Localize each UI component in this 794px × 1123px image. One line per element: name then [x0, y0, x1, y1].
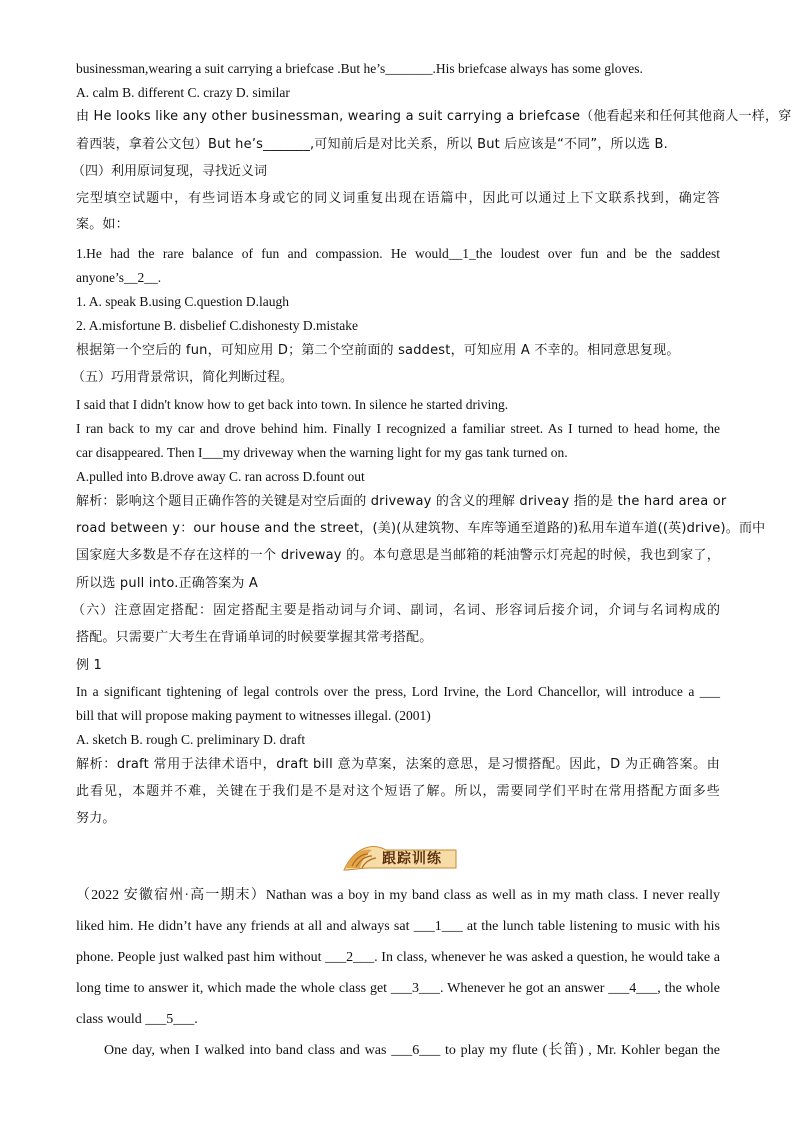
text-line: 着西装，拿着公文包）But he’s_______,可知前后是对比关系，所以 But 后应该是“不同”，所以选 B.	[76, 137, 668, 152]
answer-options: 1. A. speak B.using C.question D.laugh	[76, 294, 289, 309]
example-label: 例 1	[76, 658, 103, 673]
question-line: anyone’s__2__.	[76, 270, 162, 285]
question-line: bill that will propose making payment to witnesses illegal. (2001)	[76, 708, 431, 723]
text-line: businessman,wearing a suit carrying a briefcase .But he’s_______.His briefcase always has some gloves.	[76, 61, 643, 76]
text-line: 由 He looks like any other businessman, wearing a suit carrying a briefcase（他看起来和任何其他商人一样，穿	[76, 109, 792, 124]
section-heading: （六）注意固定搭配：固定搭配主要是指动词与介词、副词，名词、形容词后接介词，介词与名词构成的	[72, 603, 720, 618]
text-line: 国家庭大多数是不存在这样的一个 driveway 的。本句意思是当邮箱的耗油警示灯亮起的时候，我也到家了，	[76, 548, 720, 563]
text-line: I ran back to my car and drove behind him. Finally I recognized a familiar street. As I turned to head home, the	[76, 421, 720, 436]
text-line: 努力。	[76, 811, 116, 826]
text-line: 解析：draft 常用于法律术语中，draft bill 意为草案，法案的意思，是习惯搭配。因此，D 为正确答案。由	[76, 757, 720, 772]
text-line: I said that I didn't know how to get back into town. In silence he started driving.	[76, 397, 509, 412]
passage-line: phone. People just walked past him without ___2___. In class, whenever he was asked a question, he would take a	[76, 950, 720, 965]
passage-line: class would ___5___.	[76, 1012, 198, 1027]
text-line: car disappeared. Then I___my driveway when the warning light for my gas tank turned on.	[76, 445, 568, 460]
section-heading: （四）利用原词复现，寻找近义词	[72, 164, 268, 179]
text-line: 所以选 pull into.正确答案为 A	[76, 576, 259, 591]
text-line: 完型填空试题中，有些词语本身或它的同义词重复出现在语篇中，因此可以通过上下文联系找到，确定答	[76, 191, 720, 206]
answer-options: A. sketch B. rough C. preliminary D. draft	[76, 732, 306, 747]
question-line: 1.He had the rare balance of fun and compassion. He would__1_the loudest over fun and be the saddest	[76, 246, 720, 261]
section-banner-title: 跟踪训练	[382, 851, 442, 867]
answer-options: A. calm B. different C. crazy D. similar	[76, 85, 290, 100]
passage-line: One day, when I walked into band class and was ___6___ to play my flute (长笛) , Mr. Kohler began the	[104, 1043, 720, 1058]
section-heading: （五）巧用背景常识，简化判断过程。	[72, 370, 294, 385]
text-line: 案。如：	[76, 217, 129, 232]
text-line: 搭配。只需要广大考生在背诵单词的时候要掌握其常考搭配。	[76, 630, 433, 645]
answer-options: A.pulled into B.drove away C. ran across D.fount out	[76, 469, 365, 484]
passage-line: （2022 安徽宿州·高一期末）Nathan was a boy in my band class as well as in my math class. I never really	[76, 888, 720, 903]
text-line: 此看见，本题并不难，关键在于我们是不是对这个短语了解。所以，需要同学们平时在常用搭配方面多些	[76, 784, 720, 799]
text-line: 根据第一个空后的 fun，可知应用 D；第二个空前面的 saddest，可知应用 A 不幸的。相同意思复现。	[76, 343, 680, 358]
passage-line: liked him. He didn’t have any friends at all and always sat ___1___ at the lunch table listening to music with his	[76, 919, 720, 934]
question-line: In a significant tightening of legal controls over the press, Lord Irvine, the Lord Chancellor, will introduce a ___	[76, 684, 720, 699]
answer-options: 2. A.misfortune B. disbelief C.dishonesty D.mistake	[76, 318, 358, 333]
passage-line: long time to answer it, which made the whole class get ___3___. Whenever he got an answer ___4___, the whole	[76, 981, 720, 996]
text-line: road between y：our house and the street，(美)(从建筑物、车库等通至道路的)私用车道车道((英)drive)。而中	[76, 521, 766, 536]
text-line: 解析：影响这个题目正确作答的关键是对空后面的 driveway 的含义的理解 driveay 指的是 the hard area or	[76, 494, 727, 509]
